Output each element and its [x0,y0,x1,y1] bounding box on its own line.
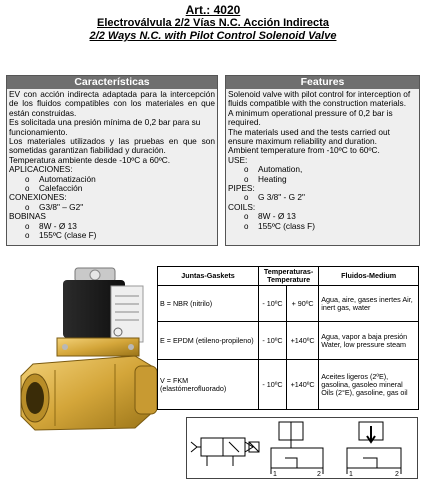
left-coils-label: BOBINAS [9,211,46,222]
left-applications-list [9,175,215,194]
left-connections-list [9,203,215,212]
port-label: 1 [273,471,277,478]
port-label: 2 [395,471,399,478]
list-item: o Calefacción [25,184,215,193]
gasket-cell: V = FKM (elastómerofluorado) [158,360,259,410]
title-english: 2/2 Ways N.C. with Pilot Control Solenoid Valve [89,30,337,42]
port-label: 2 [317,471,321,478]
right-pipes-label: PIPES: [228,183,255,194]
caracteristicas-title: Características [7,76,217,89]
temp-min-cell: - 10ºC [259,360,287,410]
section-view-open [347,422,401,474]
valve-schematic [186,417,418,479]
table-row [158,322,419,360]
left-coils-list [9,222,215,241]
temp-max-cell: +140ºC [286,322,318,360]
table-row [158,360,419,410]
col-medium-header: Fluidos-Medium [319,267,419,286]
right-coils-list [228,212,417,231]
table-row [158,286,419,322]
left-connections-label: CONEXIONES: [9,192,67,203]
title-spanish: Electroválvula 2/2 Vías N.C. Acción Indirecta [97,17,329,29]
right-temperature: Ambient temperature from -10ºC to 60ºC. [228,145,380,156]
col-gaskets-header: Juntas-Gaskets [158,267,259,286]
article-number: Art.: 4020 [185,3,241,17]
temp-min-cell: - 10ºC [259,286,287,322]
medium-cell: Agua, aire, gases inertes Air, inert gas, water [319,286,419,322]
left-temperature: Temperatura ambiente desde -10ºC a 60ºC. [9,154,171,165]
list-item: o Heating [244,175,417,184]
caracteristicas-panel [6,75,218,246]
temp-max-cell: + 90ºC [286,286,318,322]
list-item: o G 3/8" - G 2" [244,193,417,202]
iso-symbol [191,438,259,466]
section-view-closed [271,422,323,474]
right-intro: Solenoid valve with pilot control for interception of fluids compatible with the construction materials. [228,89,411,109]
temp-min-cell: - 10ºC [259,322,287,360]
features-panel [225,75,420,246]
gasket-cell: B = NBR (nitrilo) [158,286,259,322]
col-temperature-header: Temperaturas-Temperature [259,267,319,286]
list-item: o 8W - Ø 13 [244,212,417,221]
right-use-label: USE: [228,154,248,165]
features-title: Features [226,76,419,89]
left-intro: EV con acción indirecta adaptada para la intercepción de los fluidos compatibles con los materiales en que están construidas. [9,89,215,118]
right-pipes-list [228,193,417,202]
temp-max-cell: +140ºC [286,360,318,410]
list-item: o 155ºC (class F) [244,222,417,231]
medium-cell: Agua, vapor a baja presión Water, low pressure steam [319,322,419,360]
right-coils-label: COILS: [228,201,256,212]
medium-cell: Aceites ligeros (2ºE), gasolina, gasoleo mineral Oils (2°E), gasoline, gas oil [319,360,419,410]
left-materials: Los materiales utilizados y las pruebas en que son sometidas garantizan fiabilidad y duración. [9,136,215,156]
left-pressure: Es solicitada una presión mínima de 0,2 bar para su funcionamiento. [9,117,201,137]
gaskets-table [157,266,419,410]
list-item: o Automation, [244,165,417,174]
list-item: o 155ºC (clase F) [25,231,215,240]
right-materials: The materials used and the tests carried out ensure maximum reliability and duration. [228,126,390,147]
gasket-cell: E = EPDM (etileno-propileno) [158,322,259,360]
list-item: o 8W - Ø 13 [25,222,215,231]
solenoid-valve-image [15,260,160,440]
list-item: o G3/8" – G2" [25,203,215,212]
left-applications-label: APLICACIONES: [9,164,73,175]
list-item: o Automatización [25,175,215,184]
right-use-list [228,165,417,184]
port-label: 1 [349,471,353,478]
right-pressure: A minimum operational pressure of 0,2 bar is required. [228,107,393,128]
